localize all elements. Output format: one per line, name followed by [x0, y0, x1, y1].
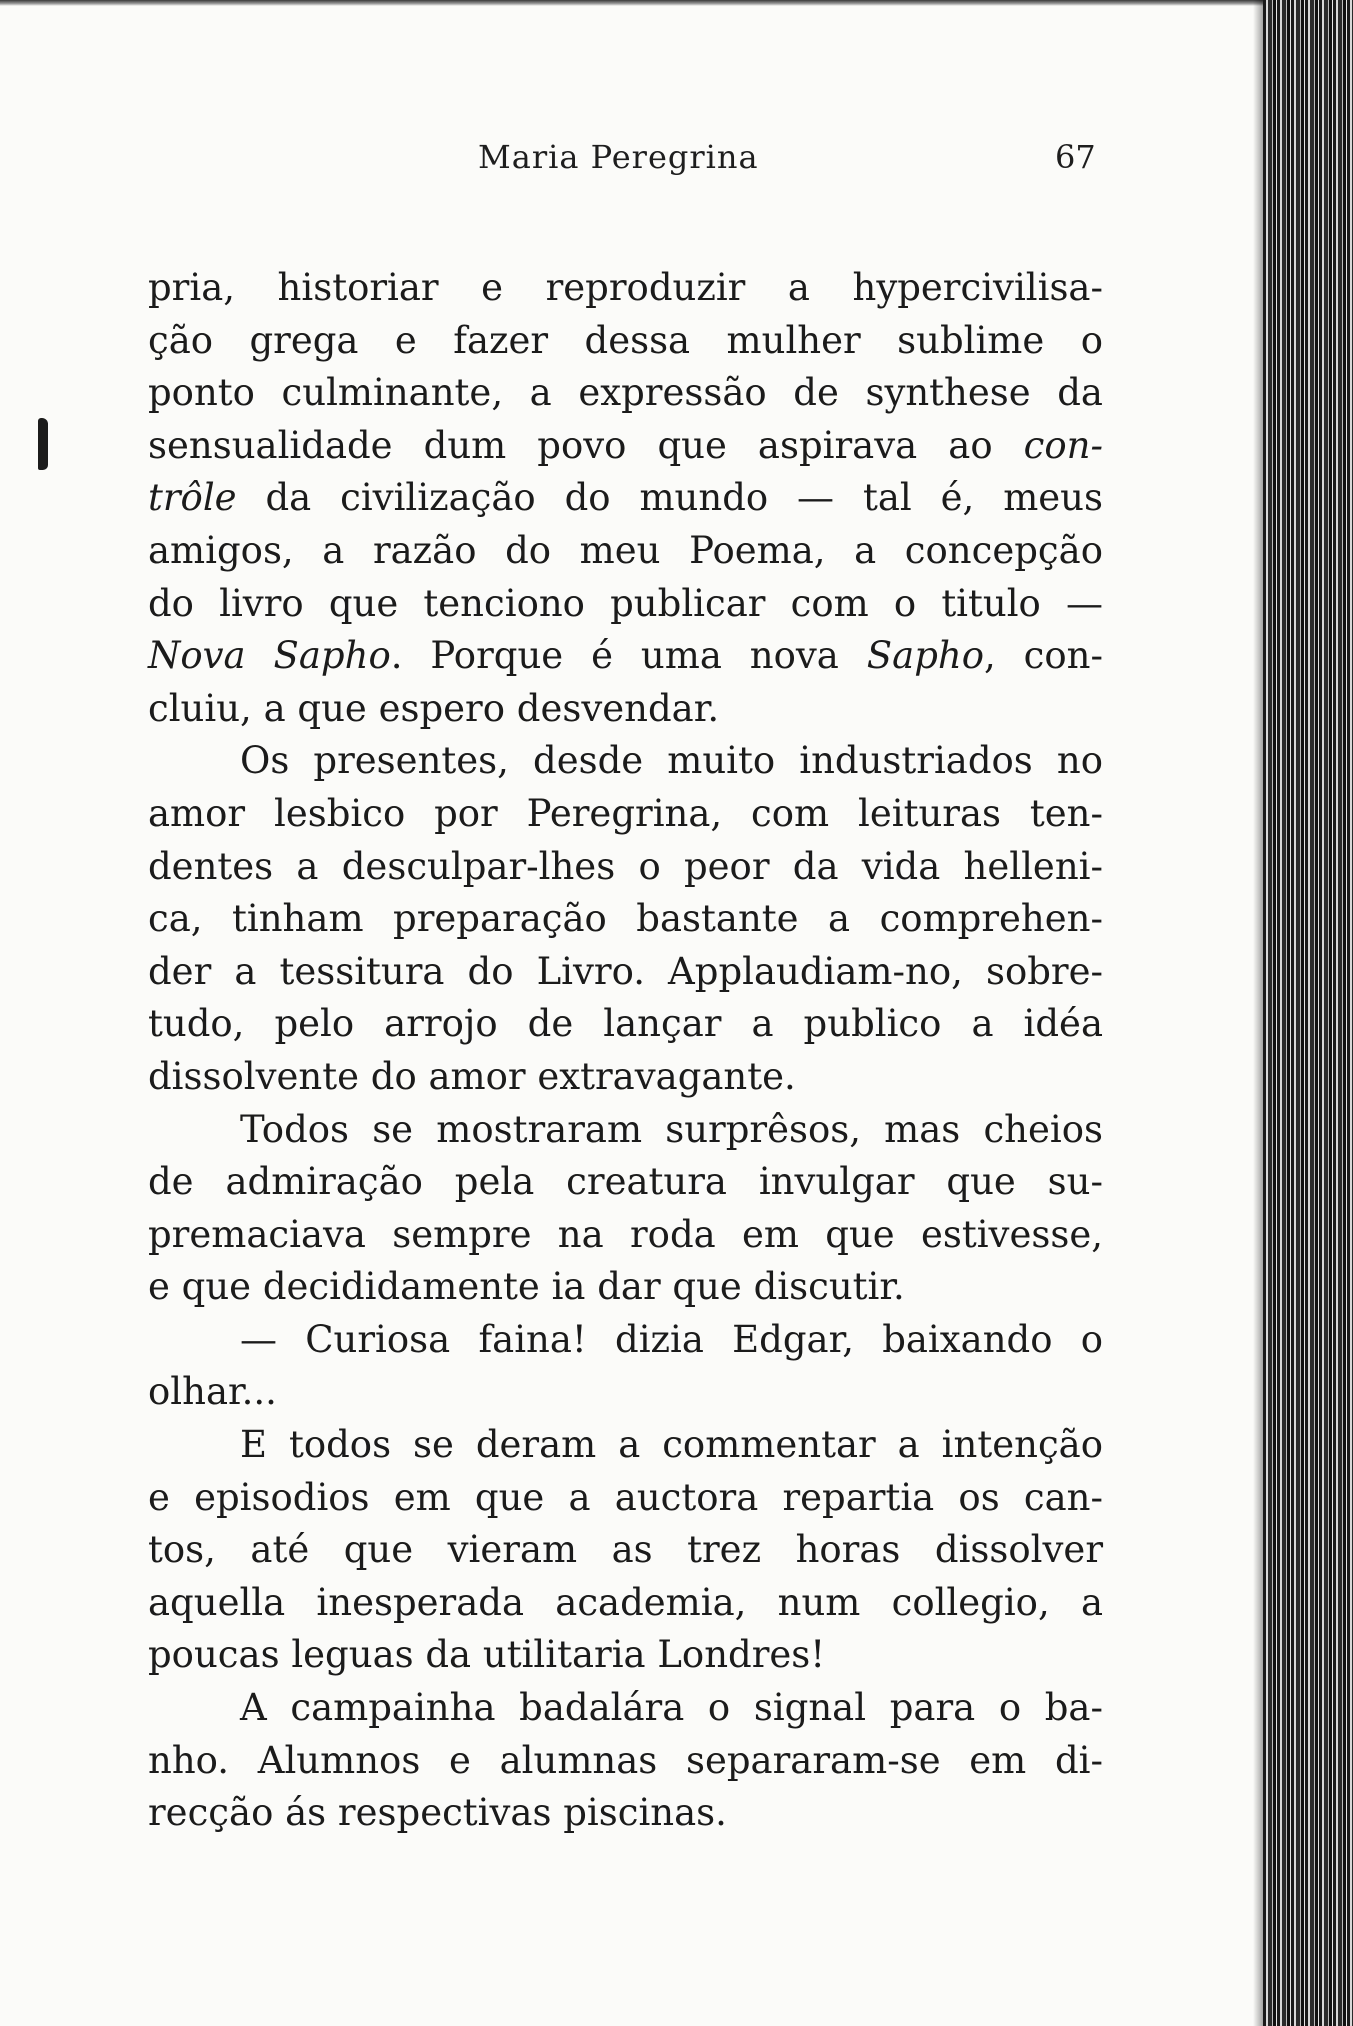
text-fragment: da civilização do mundo — tal é, meus [236, 476, 1103, 520]
paragraph-3 [148, 1104, 1103, 1314]
text-line: e que decididamente ia dar que discutir. [148, 1265, 905, 1309]
top-edge-shadow [0, 0, 1270, 6]
paragraph-5 [148, 1419, 1103, 1682]
text-line: pria, historiar e reproduzir a hypercivilisa- [148, 266, 1103, 309]
text-line: e episodios em que a auctora repartia os can- [148, 1475, 1103, 1519]
page-number: 67 [1055, 138, 1096, 176]
text-line: tos, até que vieram as trez horas dissolver [148, 1528, 1103, 1572]
text-fragment: , con- [983, 634, 1103, 678]
italic-word: con- [1023, 423, 1103, 467]
text-line: premaciava sempre na roda em que estivesse, [148, 1212, 1103, 1256]
text-line: amor lesbico por Peregrina, com leituras ten- [148, 791, 1103, 835]
text-line: ção grega e fazer dessa mulher sublime o [148, 318, 1103, 362]
text-line [148, 472, 1103, 525]
text-fragment: sensualidade dum povo que aspirava ao [148, 423, 1024, 467]
text-line: E todos se deram a commentar a intenção [240, 1423, 1103, 1467]
paragraph-6 [148, 1682, 1103, 1840]
binding-shadow [1253, 0, 1263, 2026]
italic-title: Sapho [866, 634, 984, 678]
text-line: der a tessitura do Livro. Applaudiam-no, sobre- [148, 949, 1103, 993]
text-line: poucas leguas da utilitaria Londres! [148, 1633, 826, 1677]
body-text [148, 262, 1103, 1840]
paragraph-4 [148, 1314, 1103, 1419]
paragraph-1 [148, 262, 1103, 735]
text-line: dissolvente do amor extravagante. [148, 1054, 796, 1098]
text-line: ca, tinham preparação bastante a comprehen- [148, 897, 1103, 941]
text-line: olhar... [148, 1370, 277, 1414]
text-line: dentes a desculpar-lhes o peor da vida helleni- [148, 844, 1103, 888]
text-line: Todos se mostraram surprêsos, mas cheios [240, 1107, 1103, 1151]
text-line: A campainha badalára o signal para o ba- [240, 1686, 1103, 1730]
text-line: amigos, a razão do meu Poema, a concepção [148, 528, 1103, 572]
text-line: ponto culminante, a expressão de synthese da [148, 371, 1103, 415]
text-line: aquella inesperada academia, num collegio, a [148, 1580, 1103, 1624]
book-spine-binding [1263, 0, 1353, 2026]
text-line: recção ás respectivas piscinas. [148, 1791, 727, 1835]
text-line: Os presentes, desde muito industriados no [240, 739, 1103, 783]
italic-word: trôle [148, 476, 237, 520]
running-head [0, 138, 1353, 188]
text-line: de admiração pela creatura invulgar que su- [148, 1160, 1103, 1204]
text-line: do livro que tenciono publicar com o titulo — [148, 581, 1103, 625]
margin-ink-mark [38, 418, 48, 470]
text-line [148, 630, 1103, 683]
running-title: Maria Peregrina [478, 138, 759, 176]
text-line: tudo, pelo arrojo de lançar a publico a idéa [148, 1002, 1103, 1046]
text-line: cluiu, a que espero desvendar. [148, 686, 720, 730]
text-line: nho. Alumnos e alumnas separaram-se em di- [148, 1738, 1103, 1782]
italic-title: Nova Sapho [148, 634, 391, 678]
text-line [148, 420, 1103, 473]
text-line: — Curiosa faina! dizia Edgar, baixando o [240, 1317, 1103, 1361]
text-fragment: . Porque é uma nova [390, 634, 867, 678]
paragraph-2 [148, 735, 1103, 1103]
